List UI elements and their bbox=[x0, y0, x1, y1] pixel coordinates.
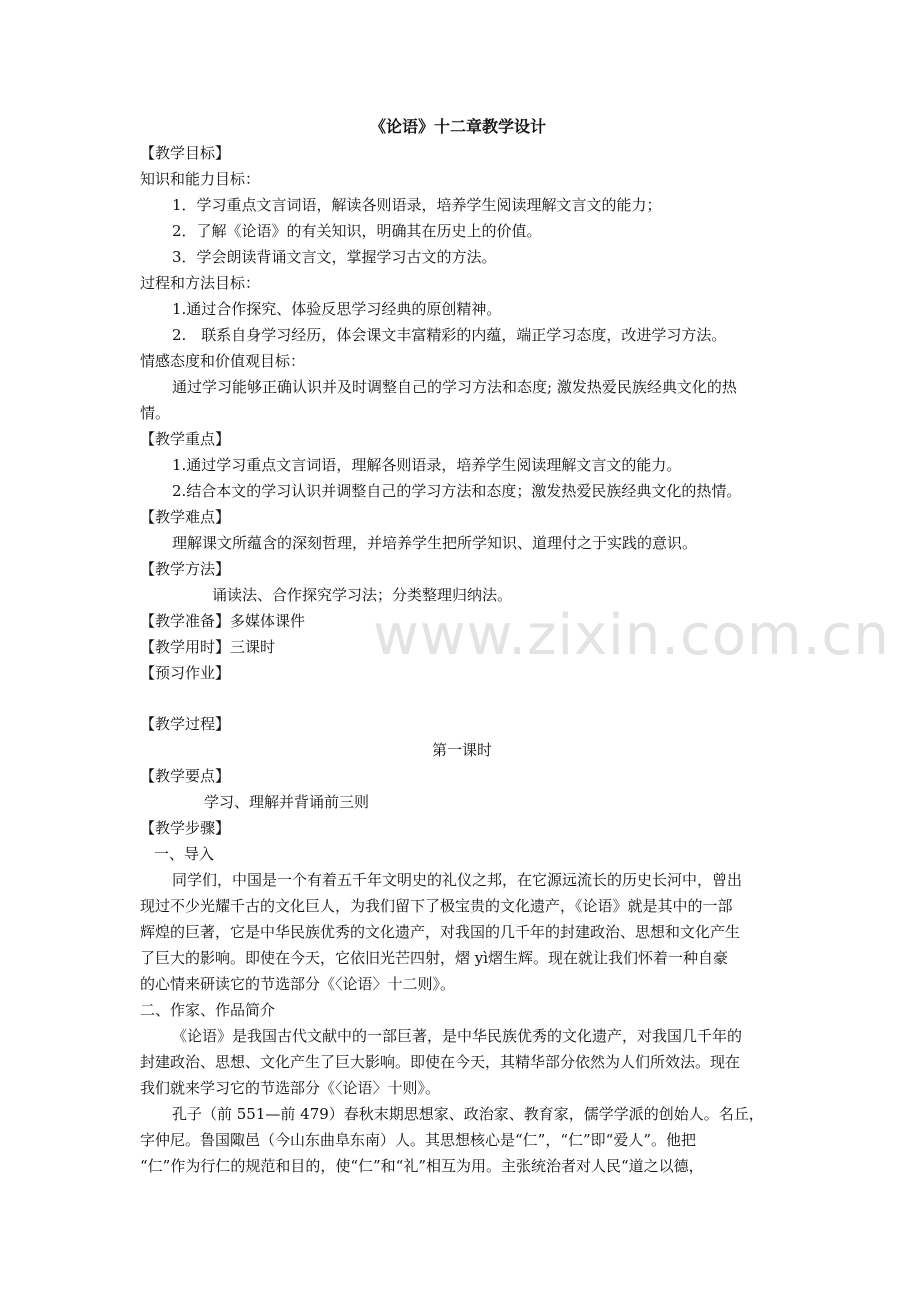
paragraph-line: “仁”作为行仁的规范和目的，使“仁”和“礼”相互为用。主张统治者对人民“道之以德， bbox=[140, 1157, 704, 1175]
paragraph-line: 辉煌的巨著，它是中华民族优秀的文化遗产，对我国的几千年的封建政治、思想和文化产生 bbox=[140, 923, 741, 941]
paragraph-line: 情。 bbox=[140, 404, 171, 422]
section-heading: 【教学方法】 bbox=[140, 560, 231, 578]
list-item: 2.结合本文的学习认识并调整自己的学习方法和态度；激发热爱民族经典文化的热情。 bbox=[172, 482, 742, 500]
list-item: 1.通过学习重点文言词语，理解各则语录，培养学生阅读理解文言文的能力。 bbox=[172, 456, 682, 474]
document-title: 《论语》十二章教学设计 bbox=[370, 117, 547, 136]
section-heading: 【教学目标】 bbox=[140, 144, 231, 162]
lesson-title: 第一课时 bbox=[432, 741, 493, 759]
list-item: 2．了解《论语》的有关知识，明确其在历史上的价值。 bbox=[172, 222, 542, 240]
paragraph-line: 同学们，中国是一个有着五千年文明史的礼仪之邦，在它源远流长的历史长河中，曾出 bbox=[172, 871, 743, 889]
paragraph-line: 学习、理解并背诵前三则 bbox=[204, 793, 370, 811]
paragraph-line: 《论语》是我国古代文献中的一部巨著，是中华民族优秀的文化遗产，对我国几千年的 bbox=[172, 1027, 743, 1045]
list-item: 1.通过合作探究、体验反思学习经典的原创精神。 bbox=[172, 300, 502, 318]
section-heading: 【教学用时】三课时 bbox=[140, 638, 276, 656]
subheading: 一、导入 bbox=[154, 845, 215, 863]
section-heading: 【预习作业】 bbox=[140, 664, 231, 682]
paragraph-line: 孔子（前 551—前 479）春秋末期思想家、政治家、教育家，儒学学派的创始人。名丘， bbox=[172, 1105, 764, 1123]
paragraph-line: 的心情来研读它的节选部分《〈论语〉十二则》。 bbox=[140, 975, 456, 993]
paragraph-line: 诵读法、合作探究学习法；分类整理归纳法。 bbox=[212, 586, 513, 604]
paragraph-line: 现过不少光耀千古的文化巨人，为我们留下了极宝贵的文化遗产，《论语》就是其中的一部 bbox=[140, 897, 733, 915]
watermark: www.zixin.com.cn bbox=[373, 603, 890, 668]
list-item: 1．学习重点文言词语，解读各则语录，培养学生阅读理解文言文的能力； bbox=[172, 196, 662, 214]
section-heading: 【教学过程】 bbox=[140, 715, 231, 733]
section-heading: 【教学重点】 bbox=[140, 430, 231, 448]
subheading: 过程和方法目标： bbox=[140, 274, 261, 292]
paragraph-line: 通过学习能够正确认识并及时调整自己的学习方法和态度; 激发热爱民族经典文化的热 bbox=[172, 378, 737, 396]
paragraph-line: 理解课文所蕴含的深刻哲理，并培养学生把所学知识、道理付之于实践的意识。 bbox=[172, 534, 698, 552]
paragraph-line: 封建政治、思想、文化产生了巨大影响。即使在今天，其精华部分依然为人们所效法。现在 bbox=[140, 1053, 741, 1071]
list-item: 3．学会朗读背诵文言文，掌握学习古文的方法。 bbox=[172, 248, 497, 266]
paragraph-line: 字仲尼。鲁国陬邑（今山东曲阜东南）人。其思想核心是“仁”，“仁”即“爱人”。他把 bbox=[140, 1131, 697, 1149]
section-heading: 【教学难点】 bbox=[140, 508, 231, 526]
paragraph-line: 了巨大的影响。即使在今天，它依旧光芒四射，熠 yì熠生辉。现在就让我们怀着一种自豪 bbox=[140, 949, 729, 967]
subheading: 知识和能力目标： bbox=[140, 170, 261, 188]
subheading: 二、作家、作品简介 bbox=[140, 1001, 276, 1019]
section-heading: 【教学要点】 bbox=[140, 767, 231, 785]
paragraph-line: 我们就来学习它的节选部分《〈论语〉十则》。 bbox=[140, 1079, 441, 1097]
section-heading: 【教学准备】多媒体课件 bbox=[140, 612, 306, 630]
subheading: 情感态度和价值观目标： bbox=[140, 352, 306, 370]
list-item: 2. 联系自身学习经历，体会课文丰富精彩的内蕴，端正学习态度，改进学习方法。 bbox=[172, 326, 727, 344]
section-heading: 【教学步骤】 bbox=[140, 819, 231, 837]
